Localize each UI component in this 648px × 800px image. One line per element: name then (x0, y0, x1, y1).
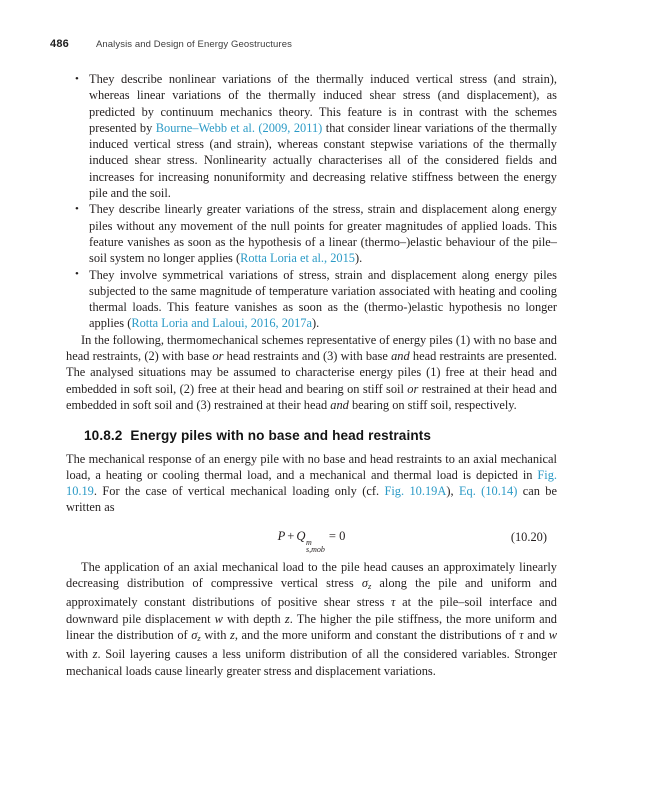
text-segment: They involve symmetrical variations of stress, strain and displacement along energy piles subjected to the same magnitude of temperature variation associated with heating and cooling thermal loads. This feature vanishes as soon as the (thermo-)elastic hypothesis no longer applies ( (89, 267, 557, 331)
text-segment: z (230, 627, 235, 642)
text-segment: along the pile and uniform and approximately constant distributions of positive shear stress (66, 576, 558, 610)
citation-link[interactable]: Eq. (10.14) (458, 484, 518, 499)
text-segment: and (330, 397, 349, 412)
bullet-text (89, 71, 557, 201)
text-segment: . The higher the pile stiffness, the more uniform and linear the distribution of (66, 611, 557, 642)
bullet-marker: • (75, 72, 79, 85)
text-segment: or (407, 381, 419, 396)
text-segment: that consider linear variations of the thermally induced vertical stress (and strain), whereas constant stepwise variations of the thermally induced shear stress. Nonlinearity actually characterises all of the considered fields and increases for increasing nonuniformity and decreasing relative stiffness between the energy pile and the soil. (89, 120, 558, 201)
citation-link[interactable]: Fig. 10.19 (66, 467, 557, 499)
text-segment: τ (519, 627, 524, 642)
paragraph-response (66, 451, 557, 516)
text-segment: head restraints and (3) with base (223, 349, 392, 364)
text-segment: τ (391, 595, 396, 610)
running-title: Analysis and Design of Energy Geostructures (95, 39, 292, 50)
bullet-marker: • (75, 202, 79, 215)
text-segment: and (391, 349, 410, 364)
page-number: 486 (50, 38, 69, 50)
page-body (66, 71, 557, 679)
text-segment: In the following, thermomechanical schemes representative of energy piles (1) with no base and head restraints, (2) with base (66, 332, 557, 364)
section-number: 10.8.2 (84, 428, 123, 444)
text-segment: and (523, 627, 549, 642)
text-segment: bearing on stiff soil, respectively. (348, 397, 517, 412)
plus-operator: + (287, 528, 295, 543)
text-segment: w (214, 611, 223, 626)
text-segment: ), (446, 484, 459, 499)
text-segment: w (548, 627, 557, 642)
text-segment: , and the more uniform and constant the distributions of (234, 627, 520, 642)
text-segment: . For the case of vertical mechanical loading only (cf. (93, 484, 385, 499)
text-segment: at the pile–soil interface and downward pile displacement (66, 595, 557, 626)
equation-term-p: P (277, 528, 286, 543)
text-segment: or (212, 349, 224, 364)
bullet-list (66, 71, 557, 332)
text-segment: z (367, 581, 372, 592)
citation-link[interactable]: Rotta Loria et al., 2015 (240, 251, 356, 266)
equation-subscript: s,mob (305, 544, 325, 554)
text-segment: with (66, 647, 93, 662)
bullet-item (66, 71, 557, 201)
citation-link[interactable]: Fig. 10.19A (384, 484, 447, 499)
equals-zero: = 0 (328, 528, 346, 543)
bullet-item (66, 201, 557, 266)
text-segment: σ (361, 576, 368, 591)
equation-superscript: m (305, 537, 312, 547)
text-segment: They describe linearly greater variations of the stress, strain and displacement along energy piles without any movement of the null points for greater magnitudes of applied loads. This feature vanishes as soon as the hypothesis of a linear (thermo–)elastic behaviour of the pile–soil system no longer applies ( (89, 202, 557, 266)
bullet-item (66, 267, 557, 332)
text-segment: restrained at their head and embedded in soft soil and (3) restrained at their head (66, 381, 557, 412)
text-segment: can be written as (66, 484, 557, 515)
text-segment: with (200, 627, 231, 642)
text-segment: The application of an axial mechanical load to the pile head causes an approximately linearly decreasing distribution of compressive vertical stress (66, 559, 557, 591)
equation-block (66, 525, 557, 554)
equation-expression (66, 528, 557, 553)
text-segment: ). (355, 251, 363, 266)
bullet-text (89, 267, 557, 332)
equation-number: (10.20) (510, 529, 547, 544)
section-title: Energy piles with no base and head restraints (130, 428, 432, 444)
section-heading (84, 428, 557, 444)
bullet-text (89, 201, 557, 266)
text-segment: with depth (222, 611, 285, 626)
paragraph-intro (66, 332, 557, 413)
equation-term-q: Q (296, 528, 306, 543)
citation-link[interactable]: Rotta Loria and Laloui, 2016, 2017a (131, 316, 312, 331)
text-segment: z (284, 611, 290, 626)
equation-scripts (306, 539, 325, 553)
text-segment: z (92, 647, 98, 662)
text-segment: ). (312, 316, 320, 331)
text-segment: σ (191, 627, 198, 642)
citation-link[interactable]: Bourne–Webb et al. (2009, 2011) (155, 120, 323, 135)
text-segment: z (197, 632, 201, 643)
text-segment: head restraints are presented. The analysed situations may be assumed to characterise energy piles (1) free at their head and embedded in soft soil, (2) free at their head and bearing on stiff soil (66, 349, 557, 396)
text-segment: They describe nonlinear variations of the thermally induced vertical stress (and strain), whereas linear variations of the thermally induced shear stress (and displacement), as predicted by continuum mechanics theory. This feature is in contrast with the schemes presented by (89, 72, 557, 135)
paragraph-application (66, 559, 557, 679)
text-segment: The mechanical response of an energy pile with no base and head restraints to an axial mechanical load, a heating or cooling thermal load, and a mechanical and thermal load is depicted in (66, 451, 557, 482)
bullet-marker: • (75, 268, 79, 281)
text-segment: . Soil layering causes a less uniform distribution of all the considered variables. Stronger mechanical loads cause linearly greater stress and displacement variations. (66, 647, 557, 678)
page-header (50, 38, 588, 50)
